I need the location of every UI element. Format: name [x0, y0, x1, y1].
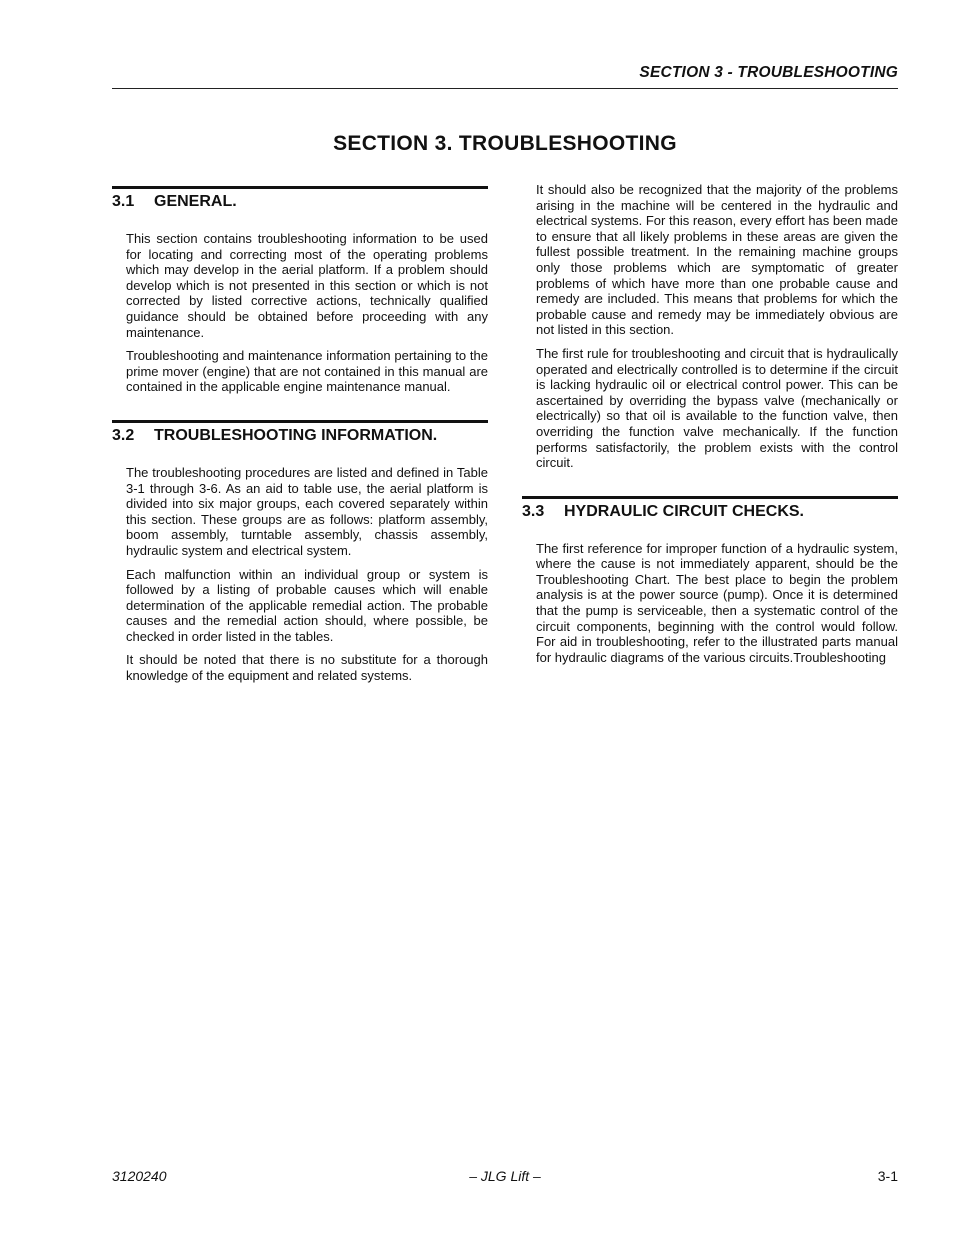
paragraph: The troubleshooting procedures are listed and defined in Table 3-1 through 3-6. As an aid to table use, the aerial platform is divided into six major groups, each covered separately within this section. These groups are as follows: platform assembly, boom assembly, turntable assembly, chassis assembly, hydraulic system and electrical system.	[126, 464, 488, 558]
header-rule	[112, 88, 898, 89]
running-header: SECTION 3 - TROUBLESHOOTING	[639, 64, 898, 81]
section-number: 3.3	[522, 502, 545, 520]
footer-publisher: – JLG Lift –	[469, 1168, 541, 1184]
section-heading-3-1	[112, 186, 488, 212]
paragraph: Each malfunction within an individual group or system is followed by a listing of probable causes which will enable determination of the applicable remedial action. The probable causes and the remedial action should, where possible, be checked in order listed in the tables.	[126, 566, 488, 644]
section-number: 3.2	[112, 426, 135, 444]
paragraph: Troubleshooting and maintenance information pertaining to the prime mover (engine) that are not contained in this manual are contained in the applicable engine maintenance manual.	[126, 348, 488, 395]
paragraph: The first rule for troubleshooting and circuit that is hydraulically operated and electrically controlled is to determine if the circuit is lacking hydraulic oil or electrical control power. This can be ascertained by overriding the bypass valve (mechanically or electrically) so that oil is available to the function valve, then overriding the function valve mechanically. If the function performs satisfactorily, the problem exists with the control circuit.	[536, 345, 898, 471]
section-heading-3-2	[112, 420, 488, 446]
paragraph: The first reference for improper function of a hydraulic system, where the cause is not immediately apparent, should be the Troubleshooting Chart. The best place to begin the problem analysis is at the power source (pump). Once it is determined that the pump is serviceable, then a systematic control of the circuit components, beginning with the control would follow. For aid in troubleshooting, refer to the illustrated parts manual for hydraulic diagrams of the various circuits.Troubleshooting	[536, 540, 898, 665]
right-column	[522, 182, 898, 673]
left-column	[112, 186, 488, 692]
section-heading-3-3	[522, 496, 898, 522]
page-footer	[112, 1168, 898, 1188]
section-title: HYDRAULIC CIRCUIT CHECKS.	[564, 502, 804, 520]
paragraph: This section contains troubleshooting information to be used for locating and correcting most of the operating problems which may develop in the aerial platform. If a problem should develop which is not presented in this section or which is not corrected by listed corrective actions, technically qualified guidance should be obtained before proceeding with any maintenance.	[126, 231, 488, 340]
footer-page-number: 3-1	[877, 1168, 898, 1184]
paragraph: It should be noted that there is no substitute for a thorough knowledge of the equipment and related systems.	[126, 652, 488, 684]
footer-doc-number: 3120240	[112, 1168, 167, 1184]
section-title: TROUBLESHOOTING INFORMATION.	[154, 426, 438, 444]
section-number: 3.1	[112, 193, 135, 210]
section-title: GENERAL.	[154, 193, 237, 210]
page-title: SECTION 3. TROUBLESHOOTING	[333, 132, 677, 155]
paragraph: It should also be recognized that the majority of the problems arising in the machine will be centered in the hydraulic and electrical systems. For this reason, every effort has been made to ensure that all likely problems in these areas are given the fullest possible treatment. In the remaining machine groups only those problems which are symptomatic of greater problems of which have more than one probable cause and remedy are included. This means that problems for which the probable cause and remedy may be immediately obvious are not listed in this section.	[536, 182, 898, 338]
